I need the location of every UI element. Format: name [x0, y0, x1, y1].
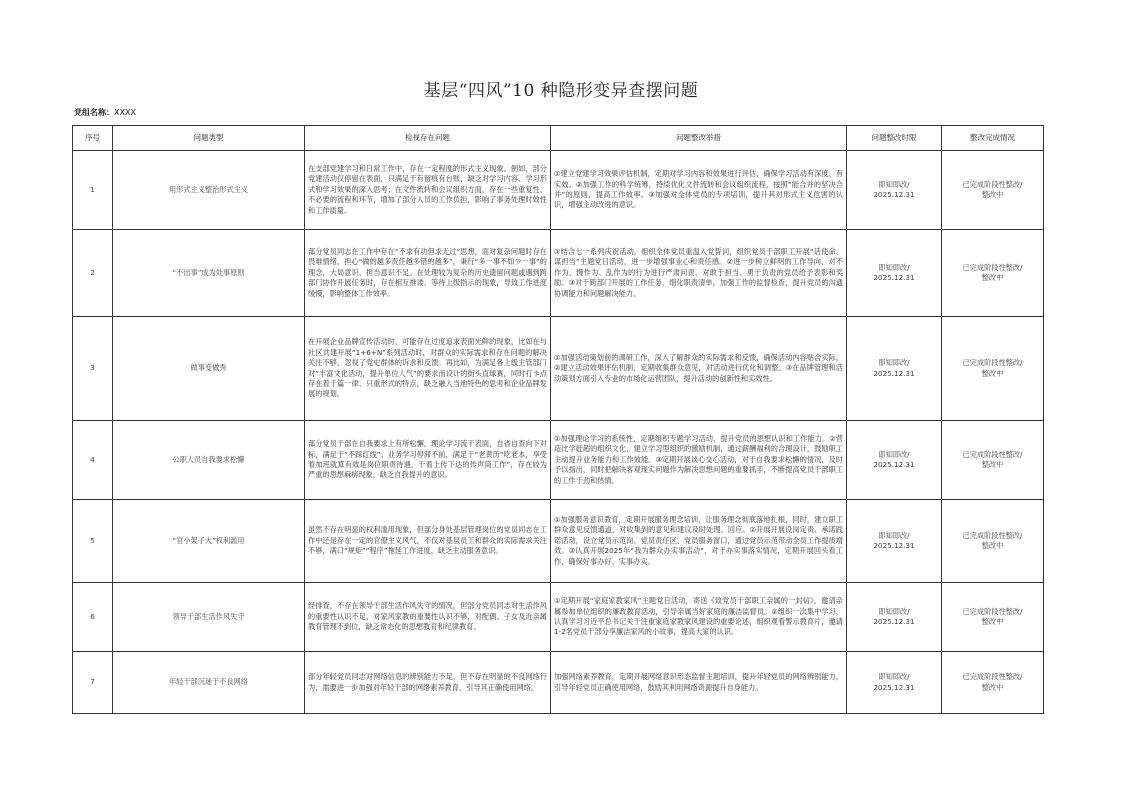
- cell-deadline: [847, 500, 942, 583]
- table-row: [73, 317, 1044, 421]
- cell-measures: ①加强理论学习的系统性，定期组织专题学习活动，提升党员的思想认识和工作能力。②营造比学赶超的组织文化，建立学习型组织的激励机制，通过薪酬福利的合理设计，鼓励职工主动提升业务能力和工作效能。③定期开展谈心交心活动，对于自我要求松懈的情况，及时予以指出，同时把解决客观现实问题作为解决思想问题的重要抓手，不断提高党员干部职工的工作干劲和热情。: [551, 421, 847, 500]
- cell-status: [942, 500, 1044, 583]
- deadline-line1: 即知即改/: [878, 530, 910, 540]
- status-line2: 整改中: [981, 682, 1004, 692]
- cell-status: [942, 652, 1044, 714]
- status-line2: 整改中: [981, 273, 1004, 282]
- cell-deadline: [847, 652, 942, 714]
- status-line1: 已完成阶段性整改/: [962, 672, 1023, 682]
- page-title: 基层“四风”10 种隐形变异查摆问题: [423, 81, 699, 101]
- status-line2: 整改中: [981, 460, 1004, 469]
- header-issue: 检视存在问题: [305, 126, 551, 151]
- org-value: XXXX: [114, 108, 136, 117]
- cell-issue: 部分党员同志在工作中存在“不求有功但求无过”思想，面对复杂问题时存在畏难情绪，担心“做的越多责任越多错的越多”，秉行“多一事不如少一事”的理念，大局意识、担当意识不足。在处理较为复杂的历史遗留问题或遇到跨部门协作开展任务时，存在相互推诿、等待上级指示的现象，导致工作进度缓慢，影响整体工作效率。: [305, 230, 551, 317]
- cell-no: 5: [73, 500, 113, 583]
- status-line1: 已完成阶段性整改/: [962, 358, 1023, 368]
- table-row: [73, 421, 1044, 500]
- table-row: [73, 583, 1044, 652]
- deadline-line1: 即知即改/: [878, 262, 910, 272]
- cell-status: [942, 317, 1044, 421]
- status-line1: 已完成阶段性整改/: [962, 449, 1023, 459]
- cell-type: “不出事”成为处事原则: [113, 230, 305, 317]
- cell-type: 公职人员自我要求松懈: [113, 421, 305, 500]
- org-label: 党组名称：: [74, 108, 114, 117]
- cell-issue: 虽然不存在明显的权利滥用现象，但部分身处基层管理岗位的党员同志在工作中还是存在一定的官僚主义风气，不仅对基层员工和群众的实际需求关注不够，满口“规矩”“程序”拖延工作进度，缺乏主动服务意识。: [305, 500, 551, 583]
- cell-type: 年轻干部沉迷于不良网络: [113, 652, 305, 714]
- cell-issue: 部分年轻党员同志对网络信息的辨别能力不足，但不存在明显的不良网络行为，需要进一步加强对年轻干部的网络素养教育，引导其正确使用网络。: [305, 652, 551, 714]
- cell-no: 7: [73, 652, 113, 714]
- deadline-line1: 即知即改/: [878, 672, 910, 682]
- cell-type: “官小架子大”权利滥用: [113, 500, 305, 583]
- cell-issue: 在开展企业品牌宣传活动时，可能存在过度追求表面光鲜的现象，比如在与社区共建开展“1+6+N”系列活动时，对群众的实际需求和存在问题的解决关注不够，忽视了党史群体的诉求和反馈。再比如，为满足各上级主管部门对“丰富文化活动，提升单位人气”的要求而设计的街头直球赛，同时打卡点存在着千篇一律、只重形式的特点，缺乏融入当地特色的思考和企业品牌发展的规划。: [305, 317, 551, 421]
- header-no: 序号: [73, 126, 113, 151]
- deadline-line2: 2025.12.31: [873, 617, 915, 626]
- table-header-row: [73, 126, 1044, 151]
- status-line1: 已完成阶段性整改/: [962, 606, 1023, 616]
- cell-status: [942, 230, 1044, 317]
- deadline-line1: 即知即改/: [878, 179, 910, 189]
- cell-status: [942, 583, 1044, 652]
- cell-no: 3: [73, 317, 113, 421]
- header-type: 问题类型: [113, 126, 305, 151]
- status-line2: 整改中: [981, 190, 1004, 199]
- cell-deadline: [847, 421, 942, 500]
- cell-type: 领导干部生活作风失守: [113, 583, 305, 652]
- deadline-line1: 即知即改/: [878, 606, 910, 616]
- issues-table: [72, 125, 1044, 714]
- header-deadline: 问题整改时限: [847, 126, 942, 151]
- deadline-line1: 即知即改/: [878, 358, 910, 368]
- table-row: [73, 230, 1044, 317]
- cell-deadline: [847, 151, 942, 230]
- cell-no: 4: [73, 421, 113, 500]
- cell-measures: ①加强服务意识教育，定期开展服务理念培训，让服务理念彻底落地扎根，同时，建立职工群众意见反馈通道，对收集到的意见和建议及时处理、回应。②开展开展设岗定责、承诺践诺活动，设立党员示范岗、党员责任区、党员服务窗口，通过党员示范带动全员工作提质增效。③认真开展2025年“我为群众办实事活动”，对于办实事落实情况，定期开展回头看工作，确保好事办好、实事办实。: [551, 500, 847, 583]
- deadline-line2: 2025.12.31: [873, 273, 915, 282]
- cell-issue: 部分党员干部在自我要求上有所松懈，理论学习流于表面，自省自查向下对标，满足于“不踩红线”；业务学习停滞不前，满足于“老黄历”吃老本，享受着加班就算有效是岗位职责待遇，干着上传下达的传声筒工作”，存在较为严重的思想麻痹现象，缺乏自我提升的意识。: [305, 421, 551, 500]
- deadline-line2: 2025.12.31: [873, 541, 915, 550]
- cell-measures: ①定期开展“家庭家教家风”主题党日活动，寄送《致党员干部职工亲属的一封信》，邀请亲属参加单位组织的廉政教育活动，引导亲属当好家庭的廉洁监督员。②组织一次集中学习，认真学习习近平总书记关于注重家庭家教家风建设的重要论述，组织观看警示教育片，邀请1-2名党员干部分享廉洁家风的小故事，提高大家的认识。: [551, 583, 847, 652]
- cell-type: 用形式主义整治形式主义: [113, 151, 305, 230]
- status-line2: 整改中: [981, 541, 1004, 550]
- cell-deadline: [847, 317, 942, 421]
- cell-no: 6: [73, 583, 113, 652]
- deadline-line2: 2025.12.31: [873, 682, 915, 692]
- org-name-line: [74, 107, 136, 118]
- cell-measures: ①加强活动策划前的调研工作，深入了解群众的实际需求和反馈，确保活动内容贴合实际。②建立活动效果评估机制，定期收集群众意见，对活动进行优化和调整。③在品牌管理和活动策划方面引入专业的市场化运营团队，提升活动的创新性和实效性。: [551, 317, 847, 421]
- header-status: 整改完成情况: [942, 126, 1044, 151]
- cell-issue: 在支部党建学习和日常工作中，存在一定程度的形式主义现象。例如，部分党建活动仅停留在表面，只满足于有留痕有台账，缺乏对学习内容、学习形式和学习效果的深入思考；在文件流转和会议组织方面，存在一些重复性、不必要的流程和环节，增加了部分人员的工作负担，影响了事务处理时效性和工作质量。: [305, 151, 551, 230]
- header-measures: 问题整改举措: [551, 126, 847, 151]
- table-row: [73, 151, 1044, 230]
- cell-measures: ①建立党建学习效果评估机制，定期对学习内容和效果进行评估，确保学习活动有深度、有实效。②加强工作的科学统筹，持续优化文件流转和会议组织流程，按照“能合并的坚决合并”的原则，提高工作效率。③加强对全体党员的专项培训，提升其对形式主义危害的认识，增强主动改进的意识。: [551, 151, 847, 230]
- status-line1: 已完成阶段性整改/: [962, 179, 1023, 189]
- deadline-line2: 2025.12.31: [873, 368, 915, 378]
- status-line2: 整改中: [981, 368, 1004, 378]
- cell-status: [942, 151, 1044, 230]
- table-row: [73, 500, 1044, 583]
- status-line1: 已完成阶段性整改/: [962, 262, 1023, 272]
- cell-status: [942, 421, 1044, 500]
- deadline-line2: 2025.12.31: [873, 460, 915, 469]
- cell-measures: ①结合七一系列庆祝活动，组织全体党员重温入党誓词，组织党员干部职工开展“话使命、谋担当”主题党日活动，进一步增强事业心和责任感。②进一步树立鲜明的工作导向，对不作为、慢作为、乱作为的行为进行严肃问责，对敢于担当、勇于负责的党员给予表彰和奖励。③对于跨部门开展的工作任务，细化职责清单，加强工作的监督检查，提升党员的沟通协调能力和问题解决能力。: [551, 230, 847, 317]
- deadline-line2: 2025.12.31: [873, 190, 915, 199]
- cell-issue: 经排查，不存在领导干部生活作风失守的情况，但部分党员同志对生活作风的重要性认识不足，对家风家教的重要性认识不够，对配偶、子女及近亲属教育管理不到位，缺乏常态化的思想教育和纪律教育。: [305, 583, 551, 652]
- deadline-line1: 即知即改/: [878, 449, 910, 459]
- cell-deadline: [847, 230, 942, 317]
- cell-type: 做事变做秀: [113, 317, 305, 421]
- status-line1: 已完成阶段性整改/: [962, 530, 1023, 540]
- cell-no: 1: [73, 151, 113, 230]
- cell-deadline: [847, 583, 942, 652]
- cell-no: 2: [73, 230, 113, 317]
- status-line2: 整改中: [981, 617, 1004, 626]
- cell-measures: 加强网络素养教育，定期开展网络意识形态监督主题培训，提升年轻党员的网络辨别能力，引导年轻党员正确使用网络，鼓励其利用网络资源提升自身能力。: [551, 652, 847, 714]
- table-row: [73, 652, 1044, 714]
